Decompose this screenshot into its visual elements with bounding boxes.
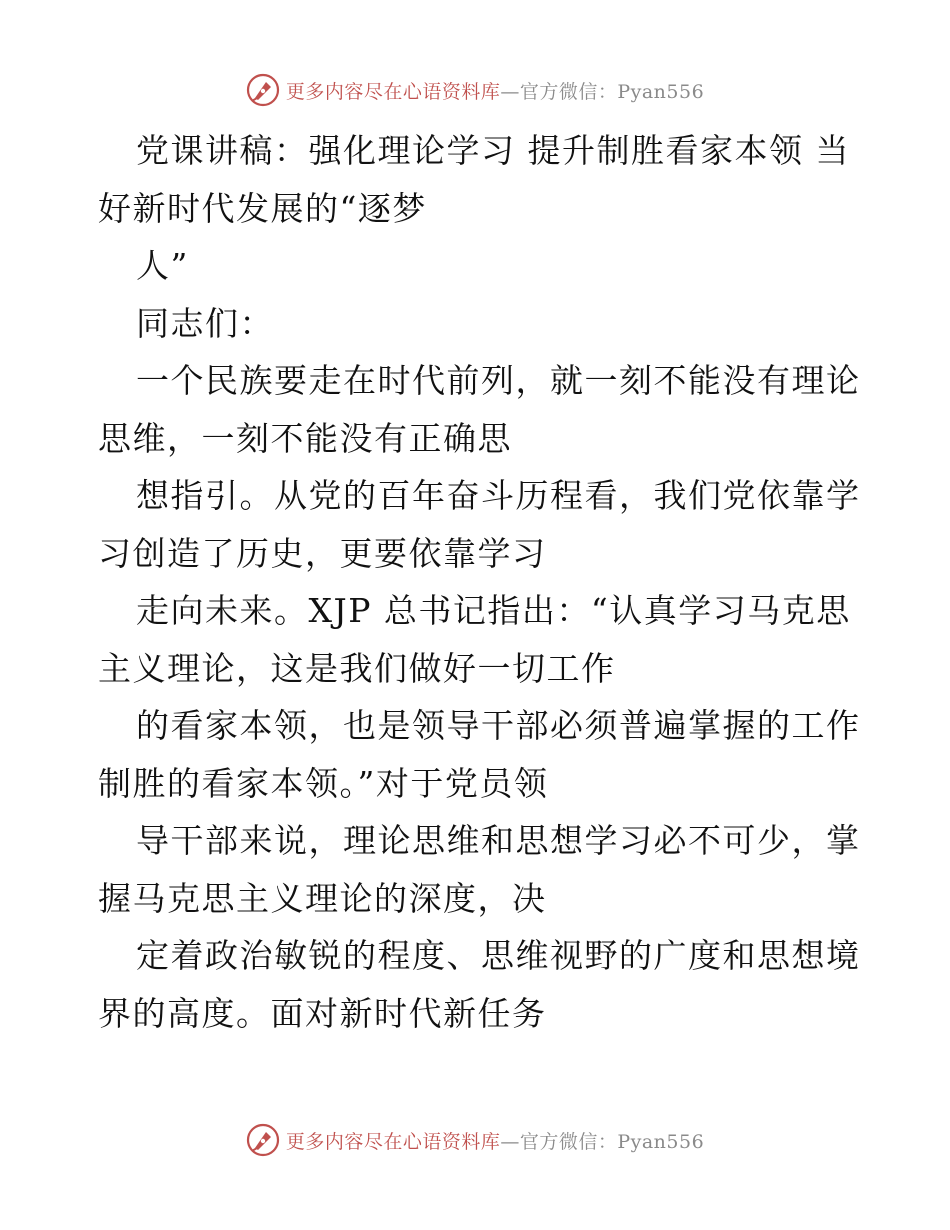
title-line-1: 党课讲稿：强化理论学习 提升制胜看家本领 当: [136, 131, 850, 170]
document-body: [98, 122, 861, 1042]
header-wechat: 官方微信：Pyan556: [519, 80, 705, 103]
paragraph-line: 一个民族要走在时代前列，就一刻不能没有理论: [136, 361, 861, 400]
footer-wechat: 官方微信：Pyan556: [519, 1130, 705, 1153]
paragraph-line: 思维，一刻不能没有正确思: [98, 418, 512, 458]
paragraph-line: 的看家本领，也是领导干部必须普遍掌握的工作: [136, 706, 861, 745]
pen-nib-logo-icon: [246, 73, 280, 107]
pen-nib-logo-icon: [246, 1123, 280, 1157]
footer-banner-text: [286, 1127, 704, 1154]
paragraph-line: 握马克思主义理论的深度，决: [98, 878, 547, 918]
paragraph-line: 界的高度。面对新时代新任务: [98, 993, 547, 1033]
header-separator: —: [500, 80, 520, 103]
paragraph-line: 制胜的看家本领。”对于党员领: [98, 763, 549, 803]
paragraph-line: 定着政治敏锐的程度、思维视野的广度和思想境: [136, 936, 861, 975]
title-line-2: 好新时代发展的“逐梦: [98, 188, 427, 228]
paragraph-line: 导干部来说，理论思维和思想学习必不可少，掌: [136, 821, 861, 860]
header-banner: [0, 70, 950, 110]
footer-banner: [0, 1120, 950, 1160]
title-line-3: 人”: [136, 246, 189, 285]
paragraph-line: 想指引。从党的百年奋斗历程看，我们党依靠学: [136, 476, 861, 515]
header-site-name: 更多内容尽在心语资料库: [285, 80, 501, 103]
paragraph-line: 走向未来。XJP 总书记指出：“认真学习马克思: [136, 591, 851, 630]
salutation-line: 同志们：: [136, 303, 274, 343]
footer-separator: —: [500, 1130, 520, 1153]
footer-site-name: 更多内容尽在心语资料库: [285, 1130, 501, 1153]
header-banner-text: [286, 77, 704, 104]
paragraph-line: 习创造了历史，更要依靠学习: [98, 533, 547, 573]
paragraph-line: 主义理论，这是我们做好一切工作: [98, 648, 616, 688]
